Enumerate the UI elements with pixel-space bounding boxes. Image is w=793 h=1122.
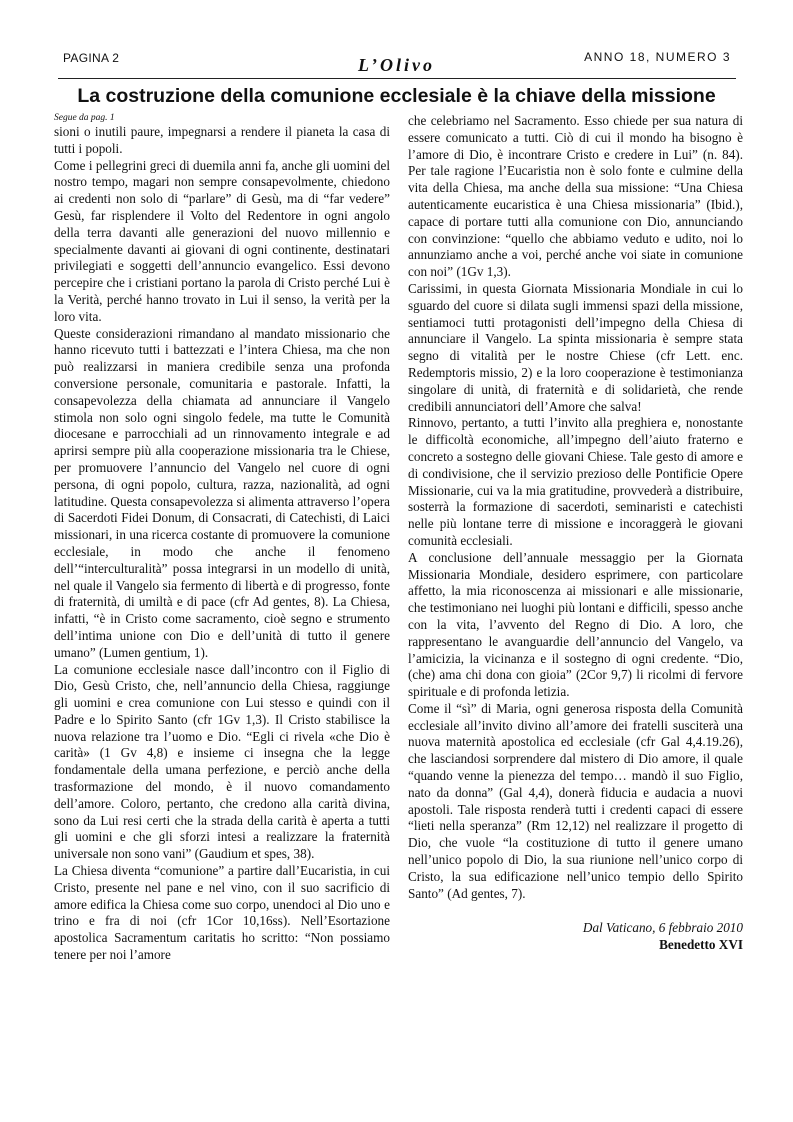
paragraph: A conclusione dell’annuale messaggio per la Giornata Missionaria Mondiale, desidero esprimere, con particolare affetto, la mia riconoscenza ai missionari e alle missionarie, che testimoniano nei luoghi più lontani e difficili, spesso anche con la vita, l’avvento del Regno di Dio. A loro, che rappresentano le avanguardie dell’annuncio del Vangelo, va l’amicizia, la vicinanza e il sostegno di ogni credente. “Dio, (che) ama chi dona con gioia” (2Cor 9,7) li ricolmi di fervore spirituale e di profonda letizia. (408, 549, 743, 700)
article-column-right (408, 113, 743, 954)
paragraph: Queste considerazioni rimandano al mandato missionario che hanno ricevuto tutti i battezzati e l’intera Chiesa, ma che non può realizzarsi in maniera credibile senza una profonda conversione personale, comunitaria e pastorale. Infatti, la consapevolezza della chiamata ad annunciare il Vangelo stimola non solo ogni singolo fedele, ma tutte le Comunità diocesane e parrocchiali ad un rinnovamento integrale e ad aprirsi sempre più alla cooperazione missionaria tra le Chiese, per promuovere l’annuncio del Vangelo nel cuore di ogni persona, di ogni popolo, cultura, razza, nazionalità, ad ogni latitudine. Questa consapevolezza si alimenta attraverso l’opera di Sacerdoti Fidei Donum, di Consacrati, di Catechisti, di Laici missionari, in una ricerca costante di promuovere la comunione ecclesiale, in modo che anche il fenomeno dell’“interculturalità” possa integrarsi in un modello di unità, nel quale il Vangelo sia fermento di libertà e di progresso, fonte di fraternità, di umiltà e di pace (cfr Ad gentes, 8). La Chiesa, infatti, “è in Cristo come sacramento, cioè segno e strumento dell’intima unione con Dio e dell’unità di tutto il genere umano” (Lumen gentium, 1). (54, 325, 390, 660)
paragraph: sioni o inutili paure, impegnarsi a rendere il pianeta la casa di tutti i popoli. (54, 124, 390, 156)
signature-block (408, 920, 743, 954)
header-divider (58, 78, 736, 79)
signature-name: Benedetto XVI (659, 937, 743, 953)
article-title: La costruzione della comunione ecclesiale è la chiave della missione (77, 85, 716, 107)
page-number-label: PAGINA 2 (63, 51, 120, 65)
paragraph: Carissimi, in questa Giornata Missionaria Mondiale in cui lo sguardo del cuore si dilata sugli immensi spazi della missione, sentiamoci tutti protagonisti dell’impegno della Chiesa di annunciare il Vangelo. La spinta missionaria è sempre stata segno di vitalità per le nostre Chiese (cfr Lett. enc. Redemptoris missio, 2) e la loro cooperazione è testimonianza singolare di unità, di fraternità e di solidarietà, che rende credibili annunciatori dell’Amore che salva! (408, 280, 743, 414)
signature-place-date: Dal Vaticano, 6 febbraio 2010 (582, 920, 743, 936)
paragraph: La Chiesa diventa “comunione” a partire dall’Eucaristia, in cui Cristo, presente nel pane e nel vino, con il suo sacrificio di amore edifica la Chiesa come suo corpo, unendoci al Dio uno e trino e fra di noi (cfr 1Cor 10,16ss). Nell’Esortazione apostolica Sacramentum caritatis ho scritto: “Non possiamo tenere per noi l’amore (54, 863, 390, 963)
paragraph: che celebriamo nel Sacramento. Esso chiede per sua natura di essere comunicato a tutti. Ciò di cui il mondo ha bisogno è l’amore di Dio, è incontrare Cristo e credere in Lui” (n. 84). Per tale ragione l’Eucaristia non è solo fonte e culmine della vita della Chiesa, ma anche della sua missione: “Una Chiesa autenticamente eucaristica è una Chiesa missionaria” (Ibid.), capace di portare tutti alla comunione con Dio, annunciando con convinzione: “quello che abbiamo veduto e udito, noi lo annunziamo anche a voi, perché anche voi siate in comunione con noi” (1Gv 1,3). (408, 113, 743, 280)
masthead-title: L’Olivo (358, 55, 435, 75)
continued-from-note: Segue da pag. 1 (54, 113, 115, 123)
article-column-left (54, 113, 390, 964)
issue-label: ANNO 18, NUMERO 3 (584, 50, 731, 64)
paragraph: Come i pellegrini greci di duemila anni fa, anche gli uomini del nostro tempo, magari non sempre consapevolmente, chiedono ai credenti non solo di “parlare” di Gesù, ma di “far vedere” Gesù, far risplendere il Volto del Redentore in ogni angolo della terra davanti alle generazioni del nuovo millennio e specialmente davanti ai giovani di ogni continente, destinatari privilegiati e soggetti dell’annuncio evangelico. Essi devono percepire che i cristiani portano la parola di Cristo perché Lui è la Verità, perché hanno trovato in Lui il senso, la verità per la loro vita. (54, 157, 390, 324)
paragraph: Rinnovo, pertanto, a tutti l’invito alla preghiera e, nonostante le difficoltà economiche, all’impegno dell’aiuto fraterno e concreto a sostegno delle giovani Chiese. Tale gesto di amore e di condivisione, che il servizio prezioso delle Pontificie Opere Missionarie, cui va la mia gratitudine, provvederà a distribuire, sosterrà la formazione di sacerdoti, seminaristi e catechisti nelle più lontane terre di missione e incoraggerà le giovani comunità ecclesiali. (408, 415, 743, 548)
paragraph: La comunione ecclesiale nasce dall’incontro con il Figlio di Dio, Gesù Cristo, che, nell’annuncio della Chiesa, raggiunge gli uomini e crea comunione con Lui stesso e quindi con il Padre e lo Spirito Santo (cfr 1Gv 1,3). Il Cristo stabilisce la nuova relazione tra l’uomo e Dio. “Egli ci rivela «che Dio è carità» (1 Gv 4,8) e insieme ci insegna che la legge fondamentale della umana perfezione, e perciò anche della trasformazione del mondo, è il nuovo comandamento dell’amore. Coloro, pertanto, che credono alla carità divina, sono da Lui resi certi che la strada della carità è aperta a tutti gli uomini e che gli sforzi intesi a realizzare la fraternità universale non sono vani” (Gaudium et spes, 38). (54, 661, 390, 862)
paragraph: Come il “sì” di Maria, ogni generosa risposta della Comunità ecclesiale all’invito divino all’amore dei fratelli susciterà una nuova maternità apostolica ed ecclesiale (cfr Gal 4,4.19.26), che lasciandosi sorprendere dal mistero di Dio amore, il quale “quando venne la pienezza del tempo… mandò il suo Figlio, nato da donna” (Gal 4,4), donerà fiducia e audacia a nuovi apostoli. Tale risposta renderà tutti i credenti capaci di essere “lieti nella speranza” (Rm 12,12) nel realizzare il progetto di Dio, che vuole “la costituzione di tutto il genere umano nell’unico popolo di Dio, la sua riunione nell’unico corpo di Cristo, la sua edificazione nell’unico tempio dello Spirito Santo” (Ad gentes, 7). (408, 700, 743, 901)
